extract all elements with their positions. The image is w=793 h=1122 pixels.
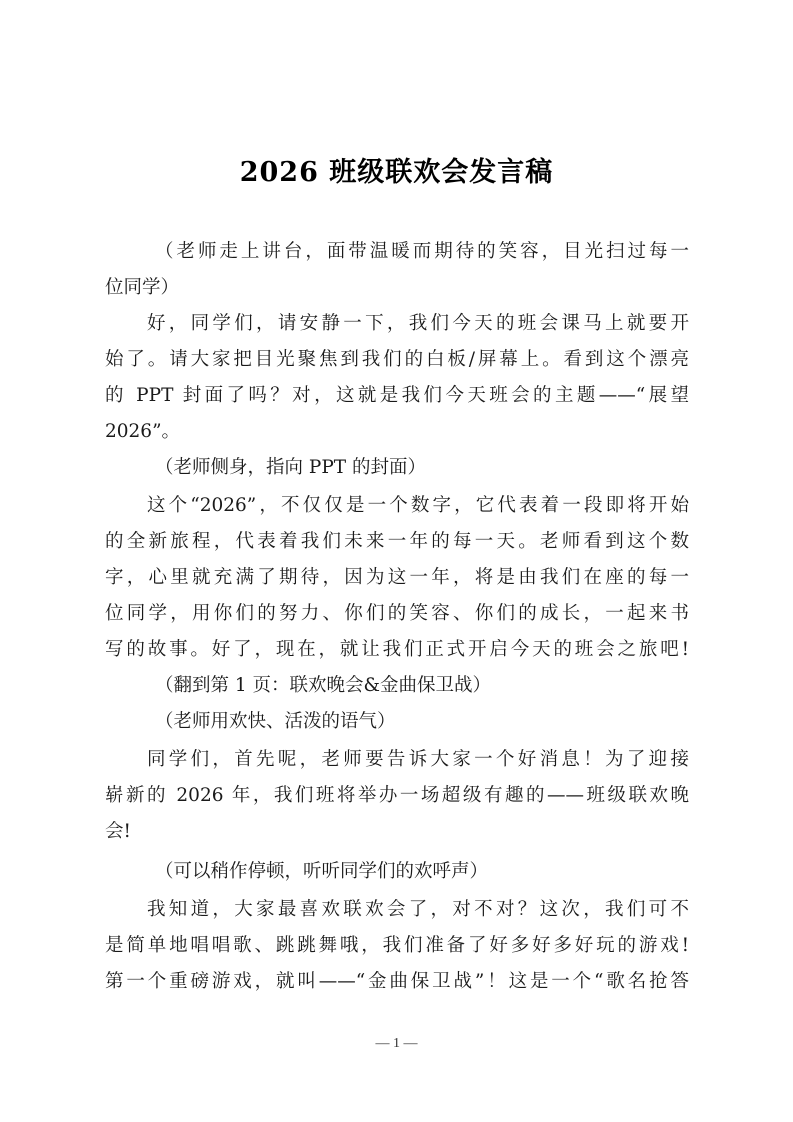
text-line: （老师侧身，指向 PPT 的封面）	[155, 457, 426, 478]
document-title: 2026 班级联欢会发言稿	[239, 157, 554, 188]
text-line: 的全新旅程，代表着我们未来一年的每一天。老师看到这个数	[105, 531, 689, 552]
text-line: （老师走上讲台，面带温暖而期待的笑容，目光扫过每一	[155, 241, 689, 262]
text-line: 崭新的 2026 年，我们班将举办一场超级有趣的——班级联欢晚	[105, 785, 689, 806]
page-number: — 1 —	[375, 1036, 418, 1051]
text-line: （翻到第 1 页：联欢晚会&金曲保卫战）	[155, 675, 492, 696]
text-line: 位同学，用你们的努力、你们的笑容、你们的成长，一起来书	[105, 603, 689, 624]
text-line: 始了。请大家把目光聚焦到我们的白板/屏幕上。看到这个漂亮	[105, 349, 689, 370]
text-line: 是简单地唱唱歌、跳跳舞哦，我们准备了好多好多好玩的游戏!	[105, 935, 689, 956]
text-line: 的 PPT 封面了吗？对，这就是我们今天班会的主题——“展望	[105, 385, 689, 406]
text-line: 同学们，首先呢，老师要告诉大家一个好消息！为了迎接	[147, 749, 689, 770]
text-line: 第一个重磅游戏，就叫——“金曲保卫战”！这是一个“歌名抢答	[105, 971, 689, 992]
text-line: 位同学）	[105, 277, 180, 298]
text-line: （可以稍作停顿，听听同学们的欢呼声）	[155, 861, 489, 882]
text-line: （老师用欢快、活泼的语气）	[155, 711, 396, 732]
text-line: 这个“2026”，不仅仅是一个数字，它代表着一段即将开始	[147, 495, 689, 516]
text-line: 我知道，大家最喜欢联欢会了，对不对？这次，我们可不	[147, 899, 689, 920]
text-line: 2026”。	[105, 421, 181, 442]
text-line: 好，同学们，请安静一下，我们今天的班会课马上就要开	[147, 313, 689, 334]
text-line: 字，心里就充满了期待，因为这一年，将是由我们在座的每一	[105, 567, 689, 588]
text-line: 写的故事。好了，现在，就让我们正式开启今天的班会之旅吧!	[105, 639, 689, 660]
text-line: 会!	[105, 821, 131, 842]
